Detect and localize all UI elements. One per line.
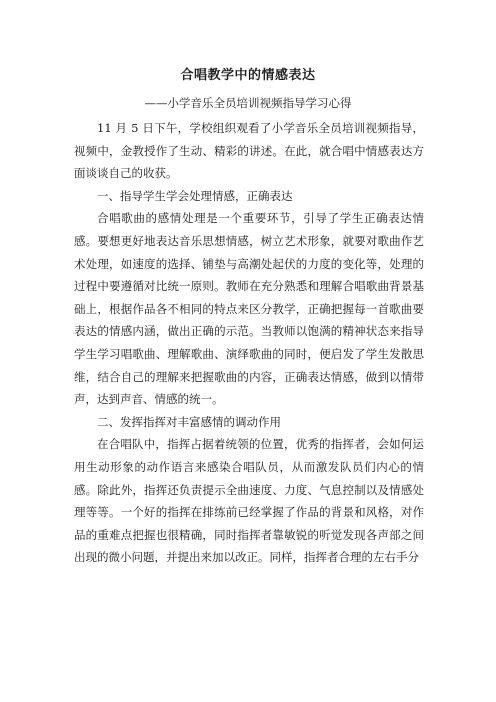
section-heading-1: 一、指导学生学会处理情感，正确表达: [97, 188, 293, 203]
paragraph-section-1: 合唱歌曲的感情处理是一个重要环节，引导了学生正确表达情感。要想更好地表达音乐思想情感，树立艺术形象，就要对歌曲作艺术处理，如速度的选择、铺垫与高潮处起伏的力度的变化等，处理的过程中要遵循对比统一原则。教师在充分熟悉和理解合唱歌曲背景基础上，根据作品各不相同的特点来区分教学，正确把握每一首歌曲要表达的情感内涵，做出正确的示范。当教师以饱满的精神状态来指导学生学习唱歌曲、理解歌曲、演绎歌曲的同时，便启发了学生发散思维，结合自己的理解来把握歌曲的内容，正确表达情感，做到以情带声，达到声音、情感的统一。: [74, 211, 424, 407]
paragraph-intro: 11 月 5 日下午，学校组织观看了小学音乐全员培训视频指导，视频中，金教授作了生动、精彩的讲述。在此，就合唱中情感表达方面谈谈自己的收获。: [74, 121, 424, 181]
section-heading-2: 二、发挥指挥对丰富感情的调动作用: [97, 414, 281, 429]
document-title: 合唱教学中的情感表达: [180, 68, 316, 83]
paragraph-section-2: 在合唱队中，指挥占据着统领的位置，优秀的指挥者，会如何运用生动形象的动作语言来感染合唱队员，从而激发队员们内心的情感。除此外，指挥还负责提示全曲速度、力度、气息控制以及情感处理等等。一个好的指挥在排练前已经掌握了作品的背景和风格，对作品的重难点把握也很精确，同时指挥者靠敏锐的听觉发现各声部之间出现的微小问题，并提出来加以改正。同样，指挥者合理的左右手分: [74, 437, 424, 565]
document-subtitle: ——小学音乐全员培训视频指导学习心得: [144, 96, 352, 110]
document-body: [74, 117, 424, 569]
